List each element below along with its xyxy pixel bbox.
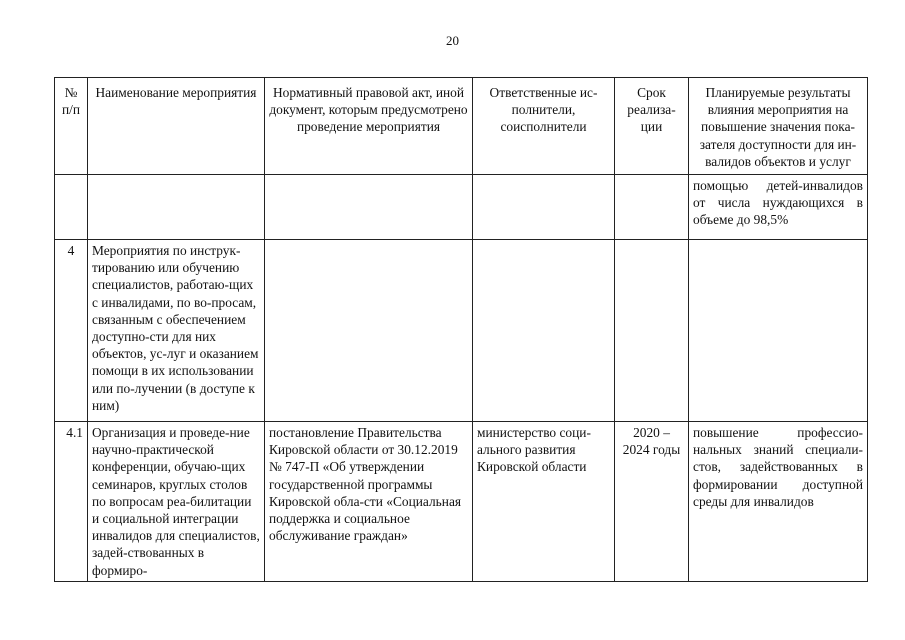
cell-results: повышение профессио-нальных знаний специали-стов, задействованных в формировании доступной среды для инвалидов [689,422,868,582]
header-name: Наименование мероприятия [88,78,265,175]
cell-term: 2020 – 2024 годы [615,422,689,582]
table-row [55,175,868,240]
page-number: 20 [446,33,459,48]
cell-num: 4 [55,240,88,422]
cell-act: постановление Правительства Кировской области от 30.12.2019 № 747-П «Об утверждении государственной программы Кировской обла-сти «Социальная поддержка и социальное обслуживание граждан» [265,422,473,582]
header-executors: Ответственные ис-полнители, соисполнители [473,78,615,175]
cell-name: Организация и проведе-ние научно-практической конференции, обучаю-щих семинаров, круглых столов по вопросам реа-билитации и социальной интеграции инвалидов для специалистов, задей-ствованных в формиро- [88,422,265,582]
table-row [55,422,868,582]
cell-executors: министерство соци-ального развития Кировской области [473,422,615,582]
cell-results [689,240,868,422]
cell-num: 4.1 [55,422,88,582]
cell-name [88,175,265,240]
cell-act [265,175,473,240]
cell-term [615,240,689,422]
header-act: Нормативный правовой акт, иной документ, которым предусмотрено проведение мероприятия [265,78,473,175]
cell-term [615,175,689,240]
header-results: Планируемые результаты влияния мероприятия на повышение значения пока-зателя доступности для ин-валидов объектов и услуг [689,78,868,175]
cell-results: помощью детей-инвалидов от числа нуждающихся в объеме до 98,5% [689,175,868,240]
header-term: Срок реализа-ции [615,78,689,175]
table-header-row [55,78,868,175]
table-row [55,240,868,422]
cell-executors [473,240,615,422]
cell-num [55,175,88,240]
cell-executors [473,175,615,240]
cell-act [265,240,473,422]
header-num: № п/п [55,78,88,175]
measures-table [54,77,868,582]
cell-name: Мероприятия по инструк-тированию или обучению специалистов, работаю-щих с инвалидами, по во-просам, связанным с обеспечением доступно-сти для них объектов, ус-луг и оказанием помощи в их использовании или по-лучении (в доступе к ним) [88,240,265,422]
